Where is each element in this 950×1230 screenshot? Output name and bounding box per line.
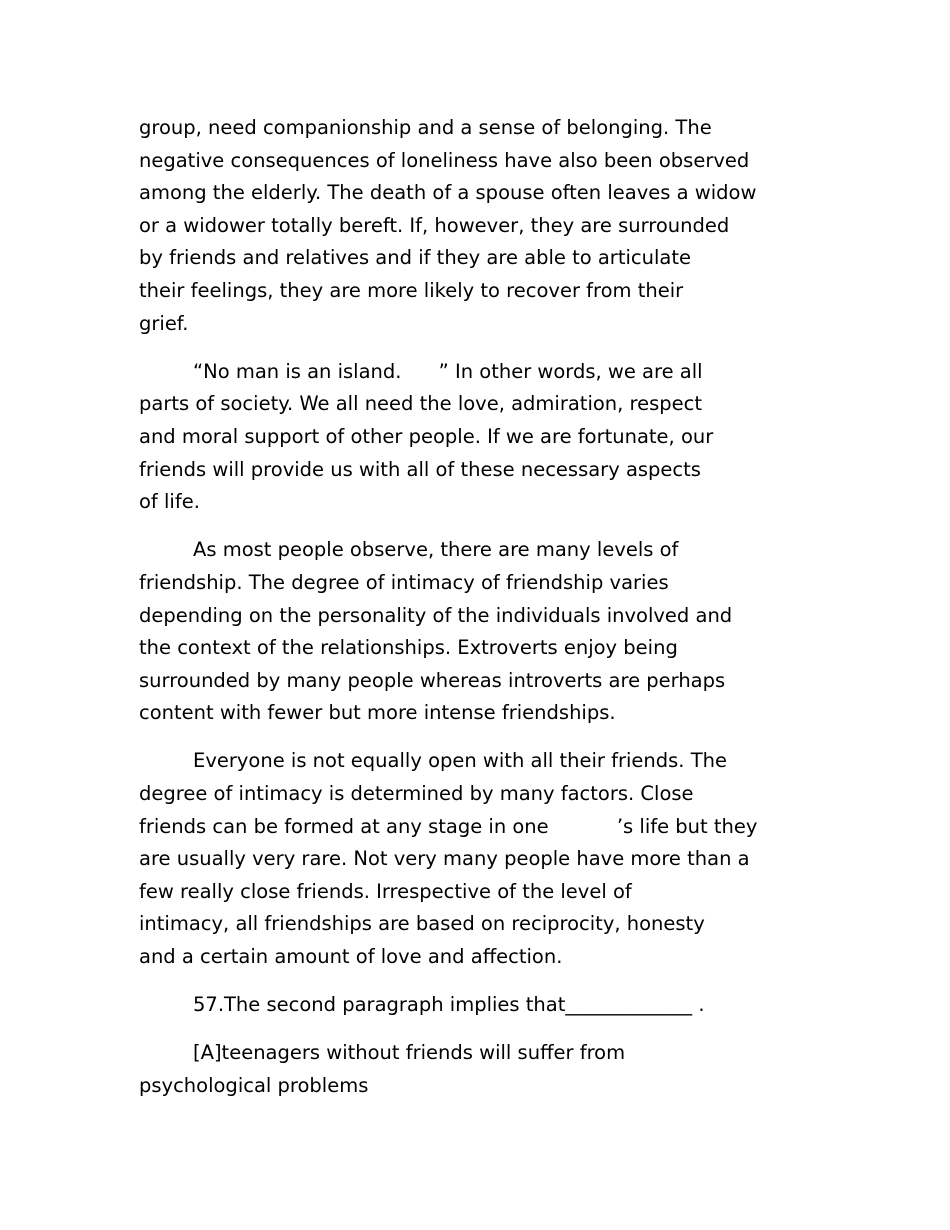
text-line: Everyone is not equally open with all their friends. The — [193, 749, 727, 773]
text-line: few really close friends. Irrespective of the level of — [139, 879, 632, 903]
option-text-line: psychological problems — [139, 1074, 369, 1097]
text-line: and a certain amount of love and affection. — [139, 945, 563, 969]
paragraph-levels-of-friendship — [139, 534, 819, 730]
text-line: intimacy, all friendships are based on reciprocity, honesty — [139, 912, 705, 936]
text-line: are usually very rare. Not very many people have more than a — [139, 847, 750, 871]
text-line: group, need companionship and a sense of belonging. The — [139, 116, 712, 139]
text-line: friendship. The degree of intimacy of friendship varies — [139, 570, 669, 594]
text-line: grief. — [139, 311, 189, 335]
text-line: friends can be formed at any stage in one ’s life but they — [139, 814, 758, 838]
paragraph-intimacy — [139, 745, 819, 973]
text-line: among the elderly. The death of a spouse often leaves a widow — [139, 181, 757, 205]
paragraph-loneliness — [139, 112, 819, 340]
paragraph-no-man-is-an-island — [139, 356, 819, 519]
text-line: negative consequences of loneliness have also been observed — [139, 148, 750, 172]
question-57 — [139, 989, 819, 1022]
text-line: by friends and relatives and if they are able to articulate — [139, 246, 691, 270]
text-line: or a widower totally bereft. If, however, they are surrounded — [139, 213, 730, 237]
text-line: the context of the relationships. Extroverts enjoy being — [139, 636, 678, 660]
text-line: degree of intimacy is determined by many factors. Close — [139, 782, 694, 806]
text-line: their feelings, they are more likely to recover from their — [139, 278, 684, 302]
text-line: content with fewer but more intense friendships. — [139, 701, 616, 725]
option-text-line: [A]teenagers without friends will suffer from — [193, 1041, 626, 1065]
text-line: “No man is an island. ” In other words, we are all — [193, 359, 703, 383]
text-line: parts of society. We all need the love, admiration, respect — [139, 392, 703, 416]
text-line: friends will provide us with all of these necessary aspects — [139, 457, 701, 481]
question-stem: 57.The second paragraph implies that_____________ . — [193, 993, 705, 1017]
text-line: surrounded by many people whereas introverts are perhaps — [139, 668, 726, 692]
text-line: depending on the personality of the individuals involved and — [139, 603, 733, 627]
text-line: of life. — [139, 490, 200, 514]
question-option-a — [139, 1037, 819, 1102]
text-line: As most people observe, there are many levels of — [193, 538, 679, 562]
text-line: and moral support of other people. If we are fortunate, our — [139, 424, 714, 448]
document-body — [139, 112, 819, 1118]
